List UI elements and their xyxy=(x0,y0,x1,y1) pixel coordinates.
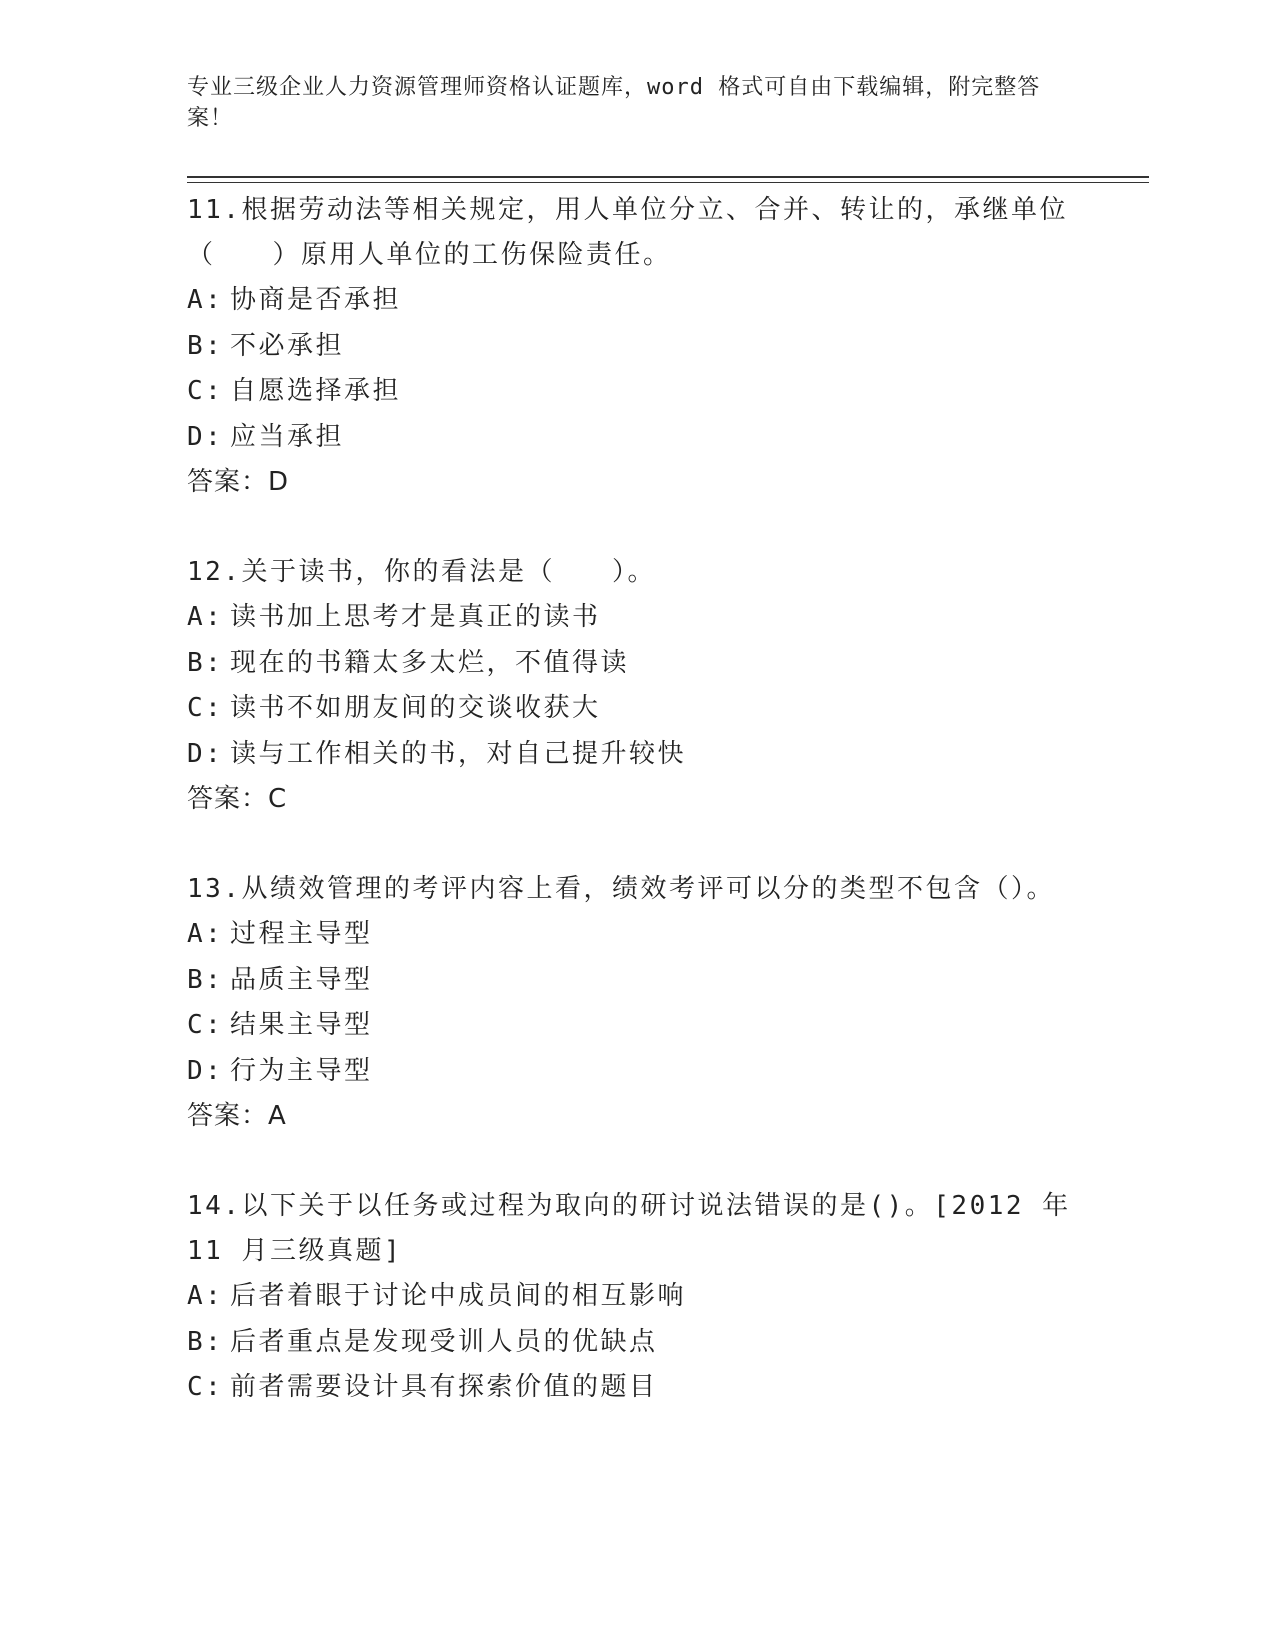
option-letter: B: xyxy=(187,330,224,361)
question-stem: 14.以下关于以任务或过程为取向的研讨说法错误的是()。[2012 年 11 月三级真题] xyxy=(187,1191,1071,1266)
question-12 xyxy=(187,550,1087,822)
header-divider-thin xyxy=(187,182,1149,183)
option-b xyxy=(187,1320,1087,1366)
question-14 xyxy=(187,1184,1087,1411)
option-c xyxy=(187,686,1087,732)
answer-line: 答案：C xyxy=(187,784,288,814)
option-a xyxy=(187,1274,1087,1320)
option-letter: A: xyxy=(187,919,224,949)
option-b xyxy=(187,958,1087,1004)
option-letter: A: xyxy=(187,602,224,632)
option-a xyxy=(187,912,1087,958)
answer-line: 答案：A xyxy=(187,1101,287,1131)
option-text: 现在的书籍太多太烂，不值得读 xyxy=(230,647,630,678)
option-c xyxy=(187,1003,1087,1049)
option-b xyxy=(187,641,1087,687)
option-letter: C: xyxy=(187,376,224,406)
option-text: 读书加上思考才是真正的读书 xyxy=(230,602,601,632)
option-letter: B: xyxy=(187,964,224,995)
question-stem: 13.从绩效管理的考评内容上看，绩效考评可以分的类型不包含（）。 xyxy=(187,874,1055,904)
option-a xyxy=(187,278,1087,324)
header-divider-thick xyxy=(187,176,1149,178)
option-d xyxy=(187,732,1087,778)
option-a xyxy=(187,595,1087,641)
option-text: 结果主导型 xyxy=(230,1010,373,1040)
option-letter: B: xyxy=(187,1326,224,1357)
option-letter: A: xyxy=(187,1281,224,1311)
option-letter: D: xyxy=(187,738,224,769)
option-text: 后者着眼于讨论中成员间的相互影响 xyxy=(230,1281,687,1311)
question-list xyxy=(187,186,1087,1456)
option-text: 过程主导型 xyxy=(230,919,373,949)
option-letter: B: xyxy=(187,647,224,678)
option-text: 应当承担 xyxy=(230,421,345,452)
option-text: 品质主导型 xyxy=(230,964,373,995)
question-stem: 11.根据劳动法等相关规定，用人单位分立、合并、转让的，承继单位（ ）原用人单位的工伤保险责任。 xyxy=(187,195,1068,270)
option-letter: D: xyxy=(187,421,224,452)
option-c xyxy=(187,369,1087,415)
option-text: 不必承担 xyxy=(230,330,345,361)
answer-line: 答案：D xyxy=(187,467,290,497)
option-letter: C: xyxy=(187,1010,224,1040)
option-letter: D: xyxy=(187,1055,224,1086)
option-text: 读书不如朋友间的交谈收获大 xyxy=(230,693,601,723)
question-13 xyxy=(187,867,1087,1139)
document-header: 专业三级企业人力资源管理师资格认证题库，word 格式可自由下载编辑，附完整答案！ xyxy=(187,75,1041,131)
option-letter: C: xyxy=(187,1372,224,1402)
option-c xyxy=(187,1365,1087,1411)
option-letter: A: xyxy=(187,285,224,315)
option-text: 后者重点是发现受训人员的优缺点 xyxy=(230,1326,658,1357)
option-text: 自愿选择承担 xyxy=(230,376,402,406)
option-d xyxy=(187,415,1087,461)
option-text: 读与工作相关的书，对自己提升较快 xyxy=(230,738,687,769)
option-b xyxy=(187,324,1087,370)
question-stem: 12.关于读书，你的看法是（ ）。 xyxy=(187,557,656,587)
question-11 xyxy=(187,188,1087,505)
option-text: 协商是否承担 xyxy=(230,285,402,315)
option-text: 前者需要设计具有探索价值的题目 xyxy=(230,1372,658,1402)
option-text: 行为主导型 xyxy=(230,1055,373,1086)
option-d xyxy=(187,1049,1087,1095)
option-letter: C: xyxy=(187,693,224,723)
